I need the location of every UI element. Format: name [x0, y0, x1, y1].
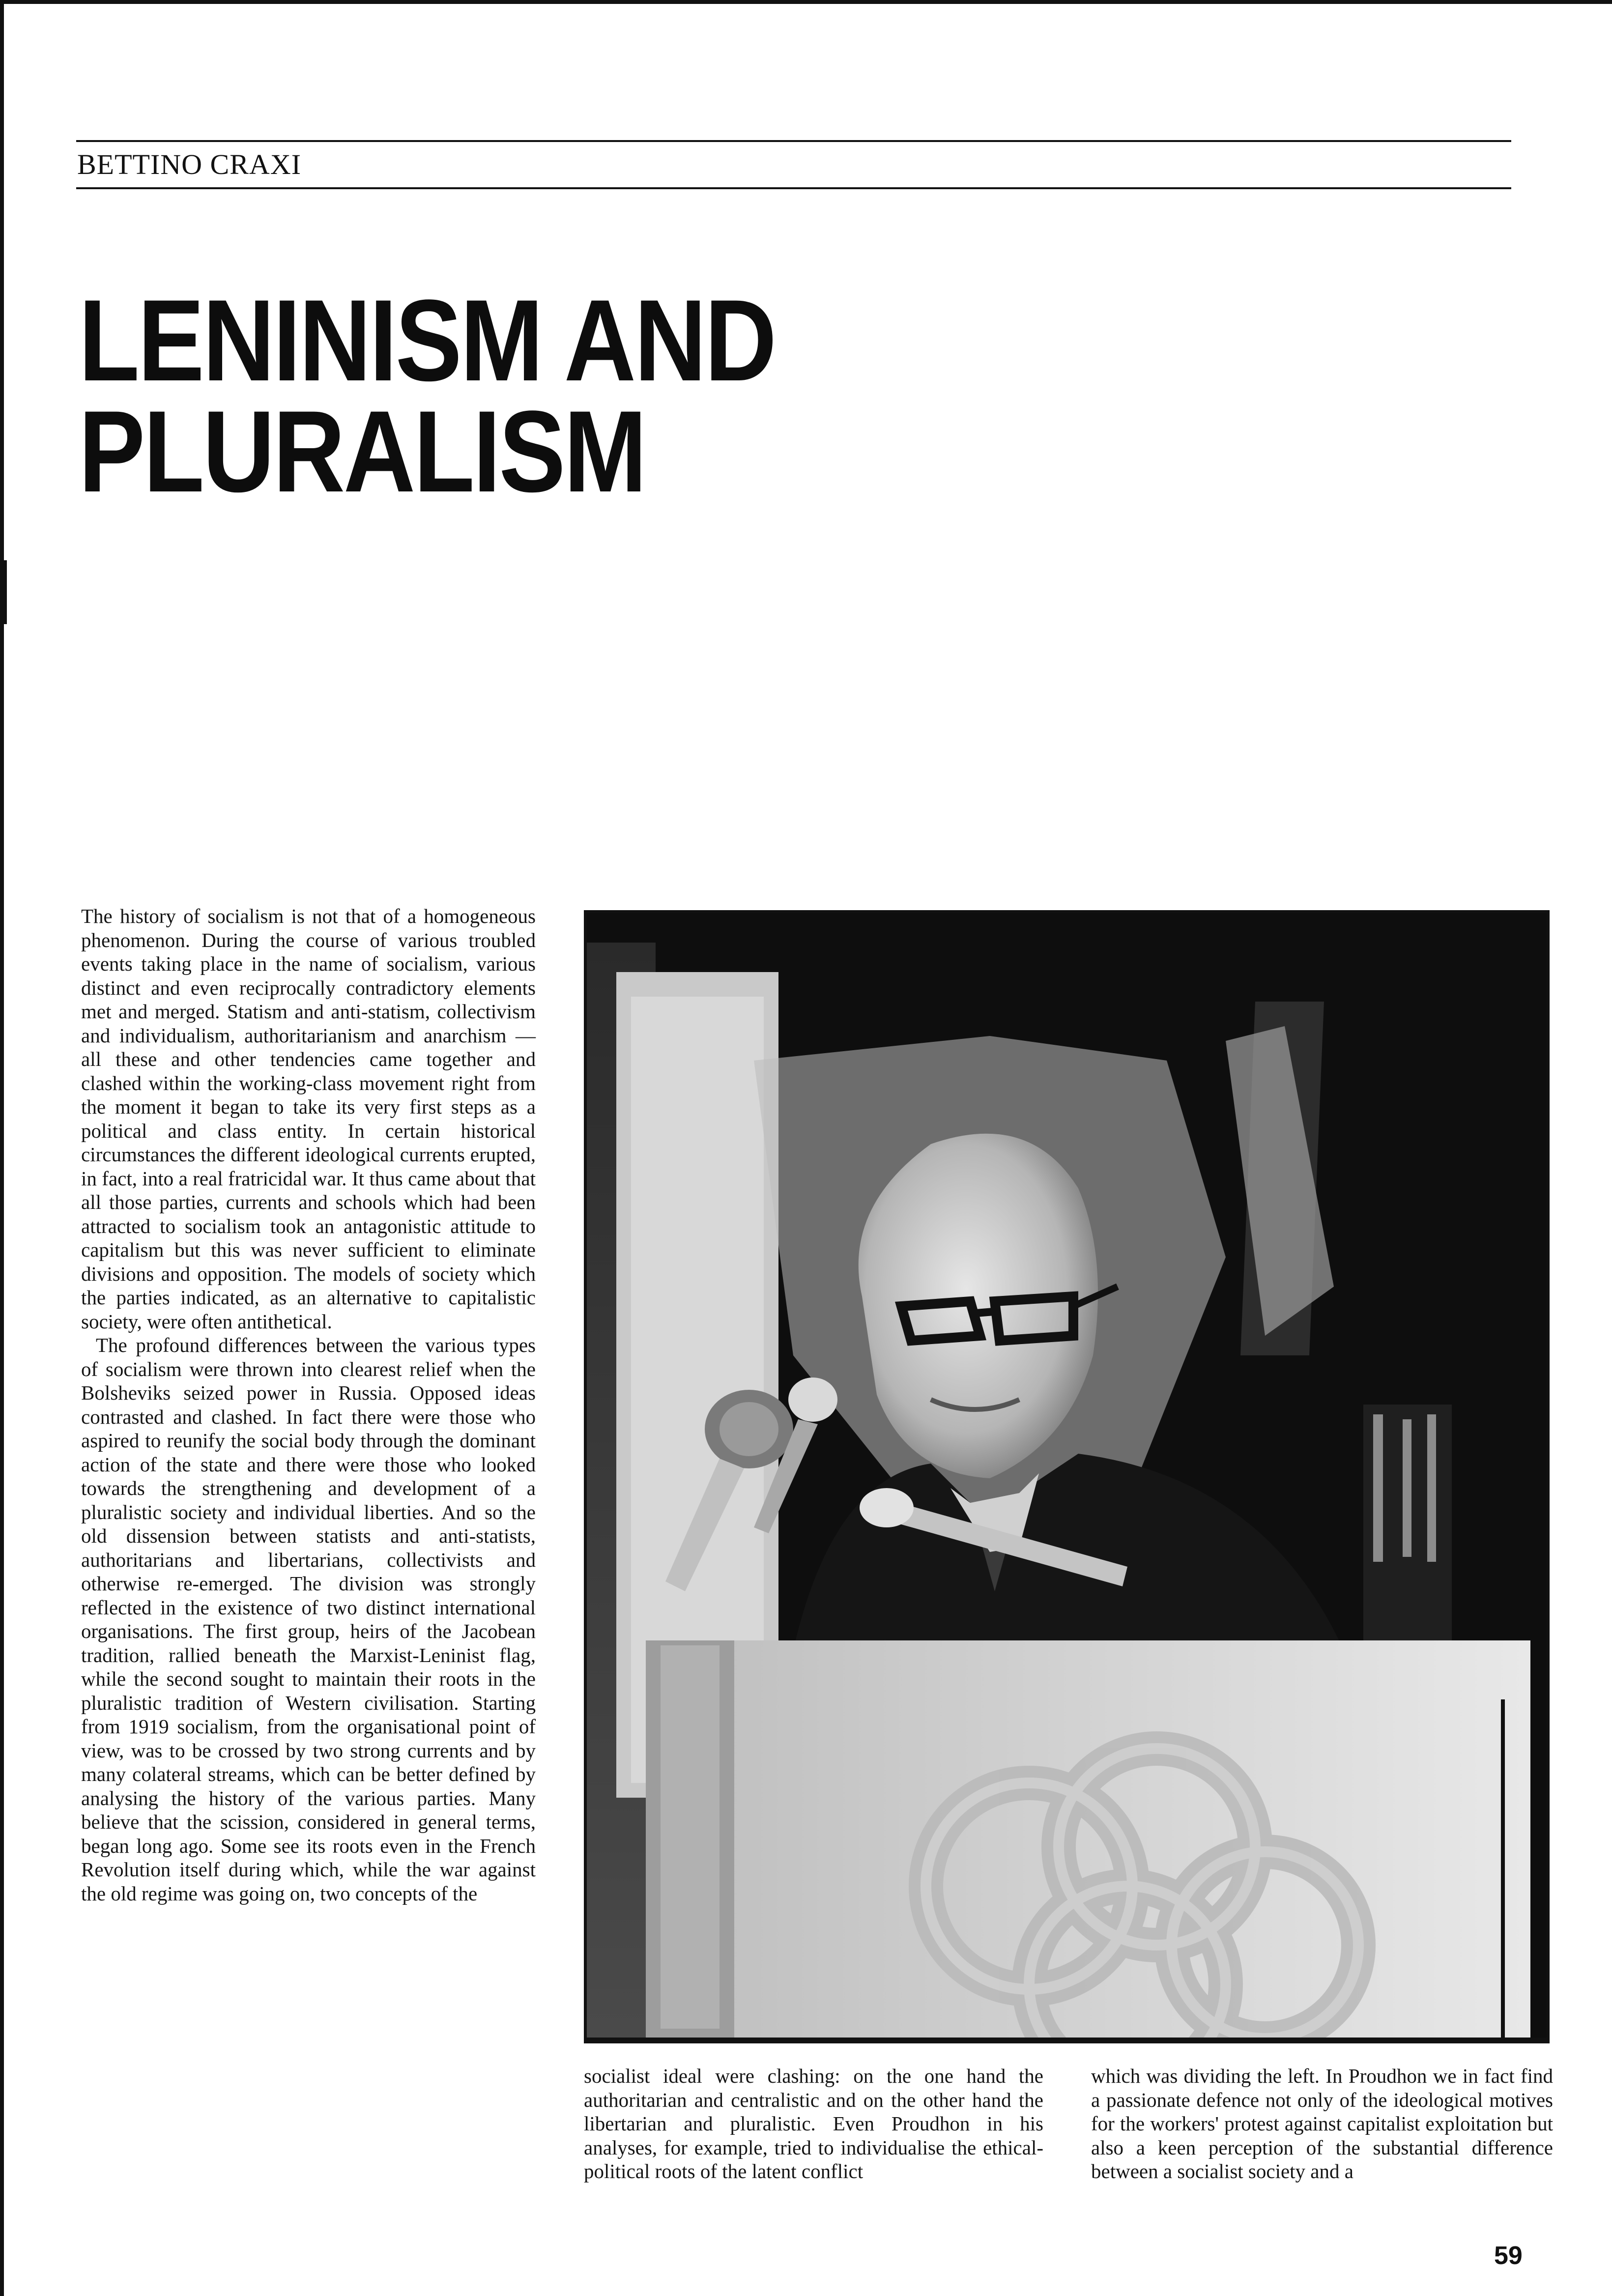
author-rule-bottom — [76, 187, 1511, 189]
author-header — [76, 140, 1511, 189]
photo-bottom-rule — [584, 2038, 1550, 2043]
body-column-middle — [584, 2064, 1043, 2183]
page-left-border-accent — [0, 560, 7, 624]
speaker-photo — [584, 910, 1550, 2040]
photo-illustration — [587, 913, 1547, 2038]
author-name: BETTINO CRAXI — [77, 148, 302, 180]
paragraph-middle: socialist ideal were clashing: on the one hand the authoritarian and centralistic and on the other hand the libertarian and pluralistic. Even Proudhon in his analyses, for example, tried to individualise the ethical-political roots of the latent conflict — [584, 2065, 1043, 2182]
article-title — [79, 276, 924, 517]
title-line-1: LENINISM AND — [79, 276, 776, 405]
page-left-border — [0, 0, 4, 2296]
page-top-border — [0, 0, 1612, 4]
paragraph-1: The history of socialism is not that of a homogeneous phenomenon. During the course of various troubled events taking place in the name of socialism, various distinct and even reciprocally contradictory elements met and merged. Statism and anti-statism, collectivism and individualism, authoritarianism and anarchism — all these and other tendencies came together and clashed within the working-class movement right from the moment it began to take its very first steps as a political and class entity. In certain historical circumstances the different ideological currents erupted, in fact, into a real fratricidal war. It thus came about that all those parties, currents and schools which had been attracted to socialism took an antagonistic attitude to capitalism but this was never sufficient to eliminate divisions and opposition. The models of society which the parties indicated, as an alternative to capitalistic society, were often antithetical. — [81, 905, 536, 1333]
page-number: 59 — [1494, 2241, 1523, 2270]
body-column-right — [1091, 2064, 1553, 2183]
paragraph-right: which was dividing the left. In Proudhon we in fact find a passionate defence not only of the ideological motives for the workers' protest against capitalist exploitation but also a keen perception of the substantial difference between a socialist society and a — [1091, 2065, 1553, 2182]
title-line-2: PLURALISM — [79, 387, 645, 517]
body-column-left — [81, 904, 536, 1905]
paragraph-2: The profound differences between the various types of socialism were thrown into clearest relief when the Bolsheviks seized power in Russia. Opposed ideas contrasted and clashed. In fact there were those who aspired to reunify the social body through the dominant action of the state and there were those who looked towards the strengthening and development of a pluralistic society and individual liberties. And so the old dissension between statists and anti-statists, authoritarians and libertarians, collectivists and otherwise re-emerged. The division was strongly reflected in the existence of two distinct international organisations. The first group, heirs of the Jacobean tradition, rallied beneath the Marxist-Leninist flag, while the second sought to maintain their roots in the pluralistic tradition of Western civilisation. Starting from 1919 socialism, from the organisational point of view, was to be crossed by two strong currents and by many colateral streams, which can be better defined by analysing the history of the various parties. Many believe that the scission, considered in general terms, began long ago. Some see its roots even in the French Revolution itself during which, while the war against the old regime was going on, two concepts of the — [81, 1334, 536, 1905]
